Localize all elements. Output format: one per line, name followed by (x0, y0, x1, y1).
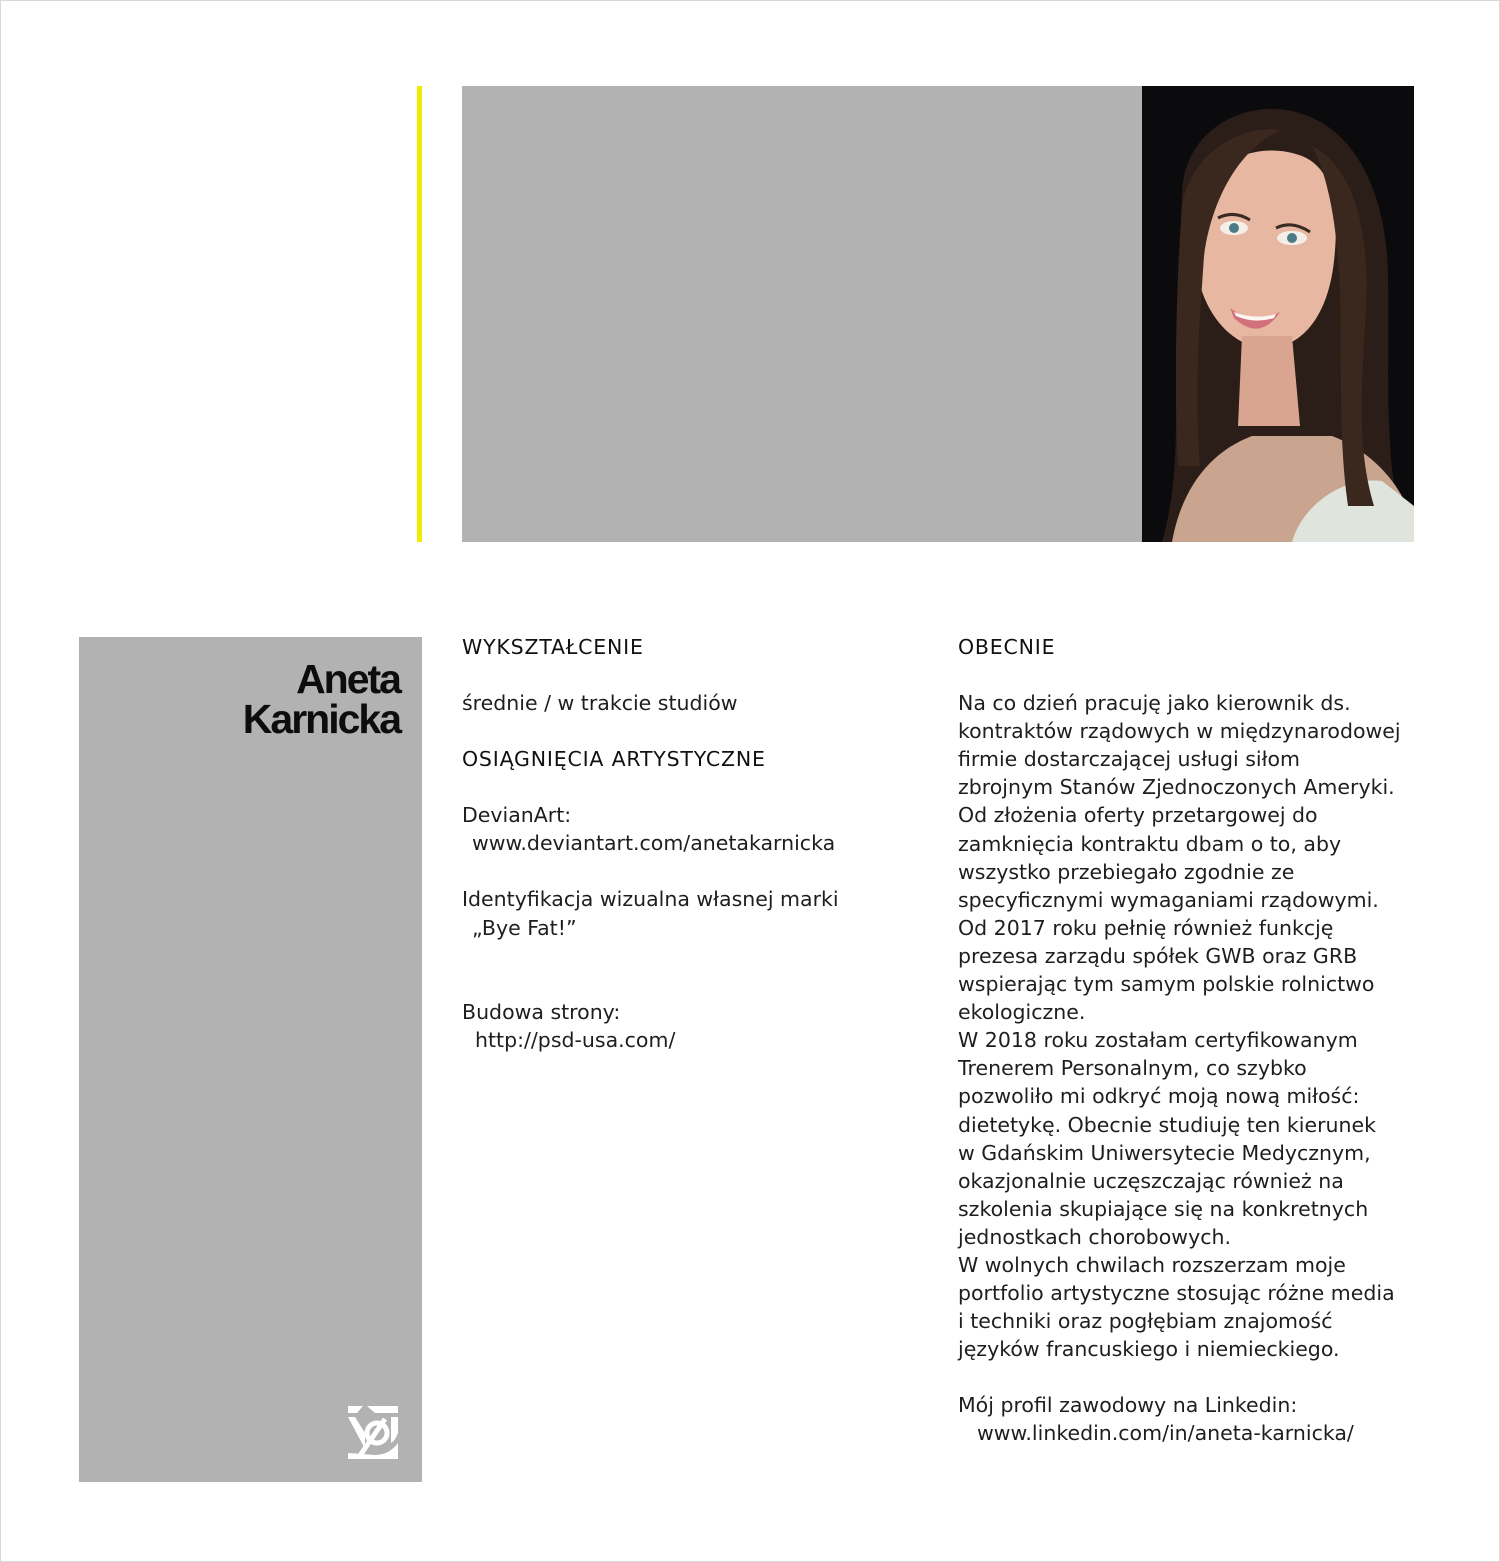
deviantart-link[interactable]: www.deviantart.com/anetakarnicka (472, 831, 836, 856)
right-column (958, 633, 1428, 1448)
body-line: okazjonalnie uczęszczając również na (958, 1168, 1344, 1193)
body-line: w Gdańskim Uniwersytecie Medycznym, (958, 1140, 1371, 1165)
linkedin-label: Mój profil zawodowy na Linkedin: (958, 1393, 1298, 1418)
body-line: prezesa zarządu spółek GWB oraz GRB (958, 943, 1358, 968)
body-line: i techniki oraz pogłębiam znajomość (958, 1309, 1333, 1334)
body-line: firmie dostarczającej usługi siłom (958, 747, 1300, 772)
body-line: wspierając tym samym polskie rolnictwo (958, 972, 1375, 997)
body-line: W wolnych chwilach rozszerzam moje (958, 1252, 1346, 1277)
body-line: Trenerem Personalnym, co szybko (958, 1056, 1307, 1081)
left-column (462, 633, 892, 1054)
body-line: dietetykę. Obecnie studiuję ten kierunek (958, 1112, 1376, 1137)
body-line: W 2018 roku zostałam certyfikowanym (958, 1028, 1358, 1053)
hero-panel (462, 86, 1142, 542)
portrait-photo (1142, 86, 1414, 542)
body-line: szkolenia skupiające się na konkretnych (958, 1196, 1369, 1221)
body-line: Od 2017 roku pełnię również funkcję (958, 915, 1334, 940)
current-heading: OBECNIE (958, 635, 1056, 659)
last-name: Karnicka (242, 696, 400, 742)
portrait-illustration (1142, 86, 1414, 542)
achievements-heading: OSIĄGNIĘCIA ARTYSTYCZNE (462, 747, 766, 772)
achievement-label: DevianArt: (462, 803, 572, 828)
body-line: Na co dzień pracuję jako kierownik ds. (958, 691, 1351, 716)
body-line: zbrojnym Stanów Zjednoczonych Ameryki. (958, 775, 1395, 800)
education-heading: WYKSZTAŁCENIE (462, 635, 644, 659)
body-line: jednostkach chorobowych. (958, 1224, 1231, 1249)
education-value: średnie / w trakcie studiów (462, 691, 738, 716)
current-body (958, 689, 1428, 1363)
body-line: ekologiczne. (958, 1000, 1086, 1025)
body-line: kontraktów rządowych w międzynarodowej (958, 719, 1401, 744)
first-name: Aneta (296, 656, 400, 702)
body-line: portfolio artystyczne stosując różne media (958, 1281, 1395, 1306)
website-link[interactable]: http://psd-usa.com/ (475, 1027, 676, 1052)
full-name (242, 656, 400, 742)
linkedin-link[interactable]: www.linkedin.com/in/aneta-karnicka/ (977, 1421, 1354, 1446)
body-line: zamknięcia kontraktu dbam o to, aby (958, 831, 1342, 856)
body-line: Od złożenia oferty przetargowej do (958, 803, 1318, 828)
brand-name: „Bye Fat!” (472, 915, 577, 940)
achievement-label: Budowa strony: (462, 999, 621, 1024)
body-line: specyficznymi wymaganiami rządowymi. (958, 887, 1379, 912)
body-line: języków francuskiego i niemieckiego. (958, 1337, 1340, 1362)
accent-bar (417, 86, 422, 542)
body-line: pozwoliło mi odkryć moją nową miłość: (958, 1084, 1360, 1109)
monogram-logo-icon (345, 1403, 401, 1461)
name-panel (79, 637, 422, 1482)
body-line: wszystko przebiegało zgodnie ze (958, 859, 1295, 884)
achievement-label: Identyfikacja wizualna własnej marki (462, 887, 839, 912)
